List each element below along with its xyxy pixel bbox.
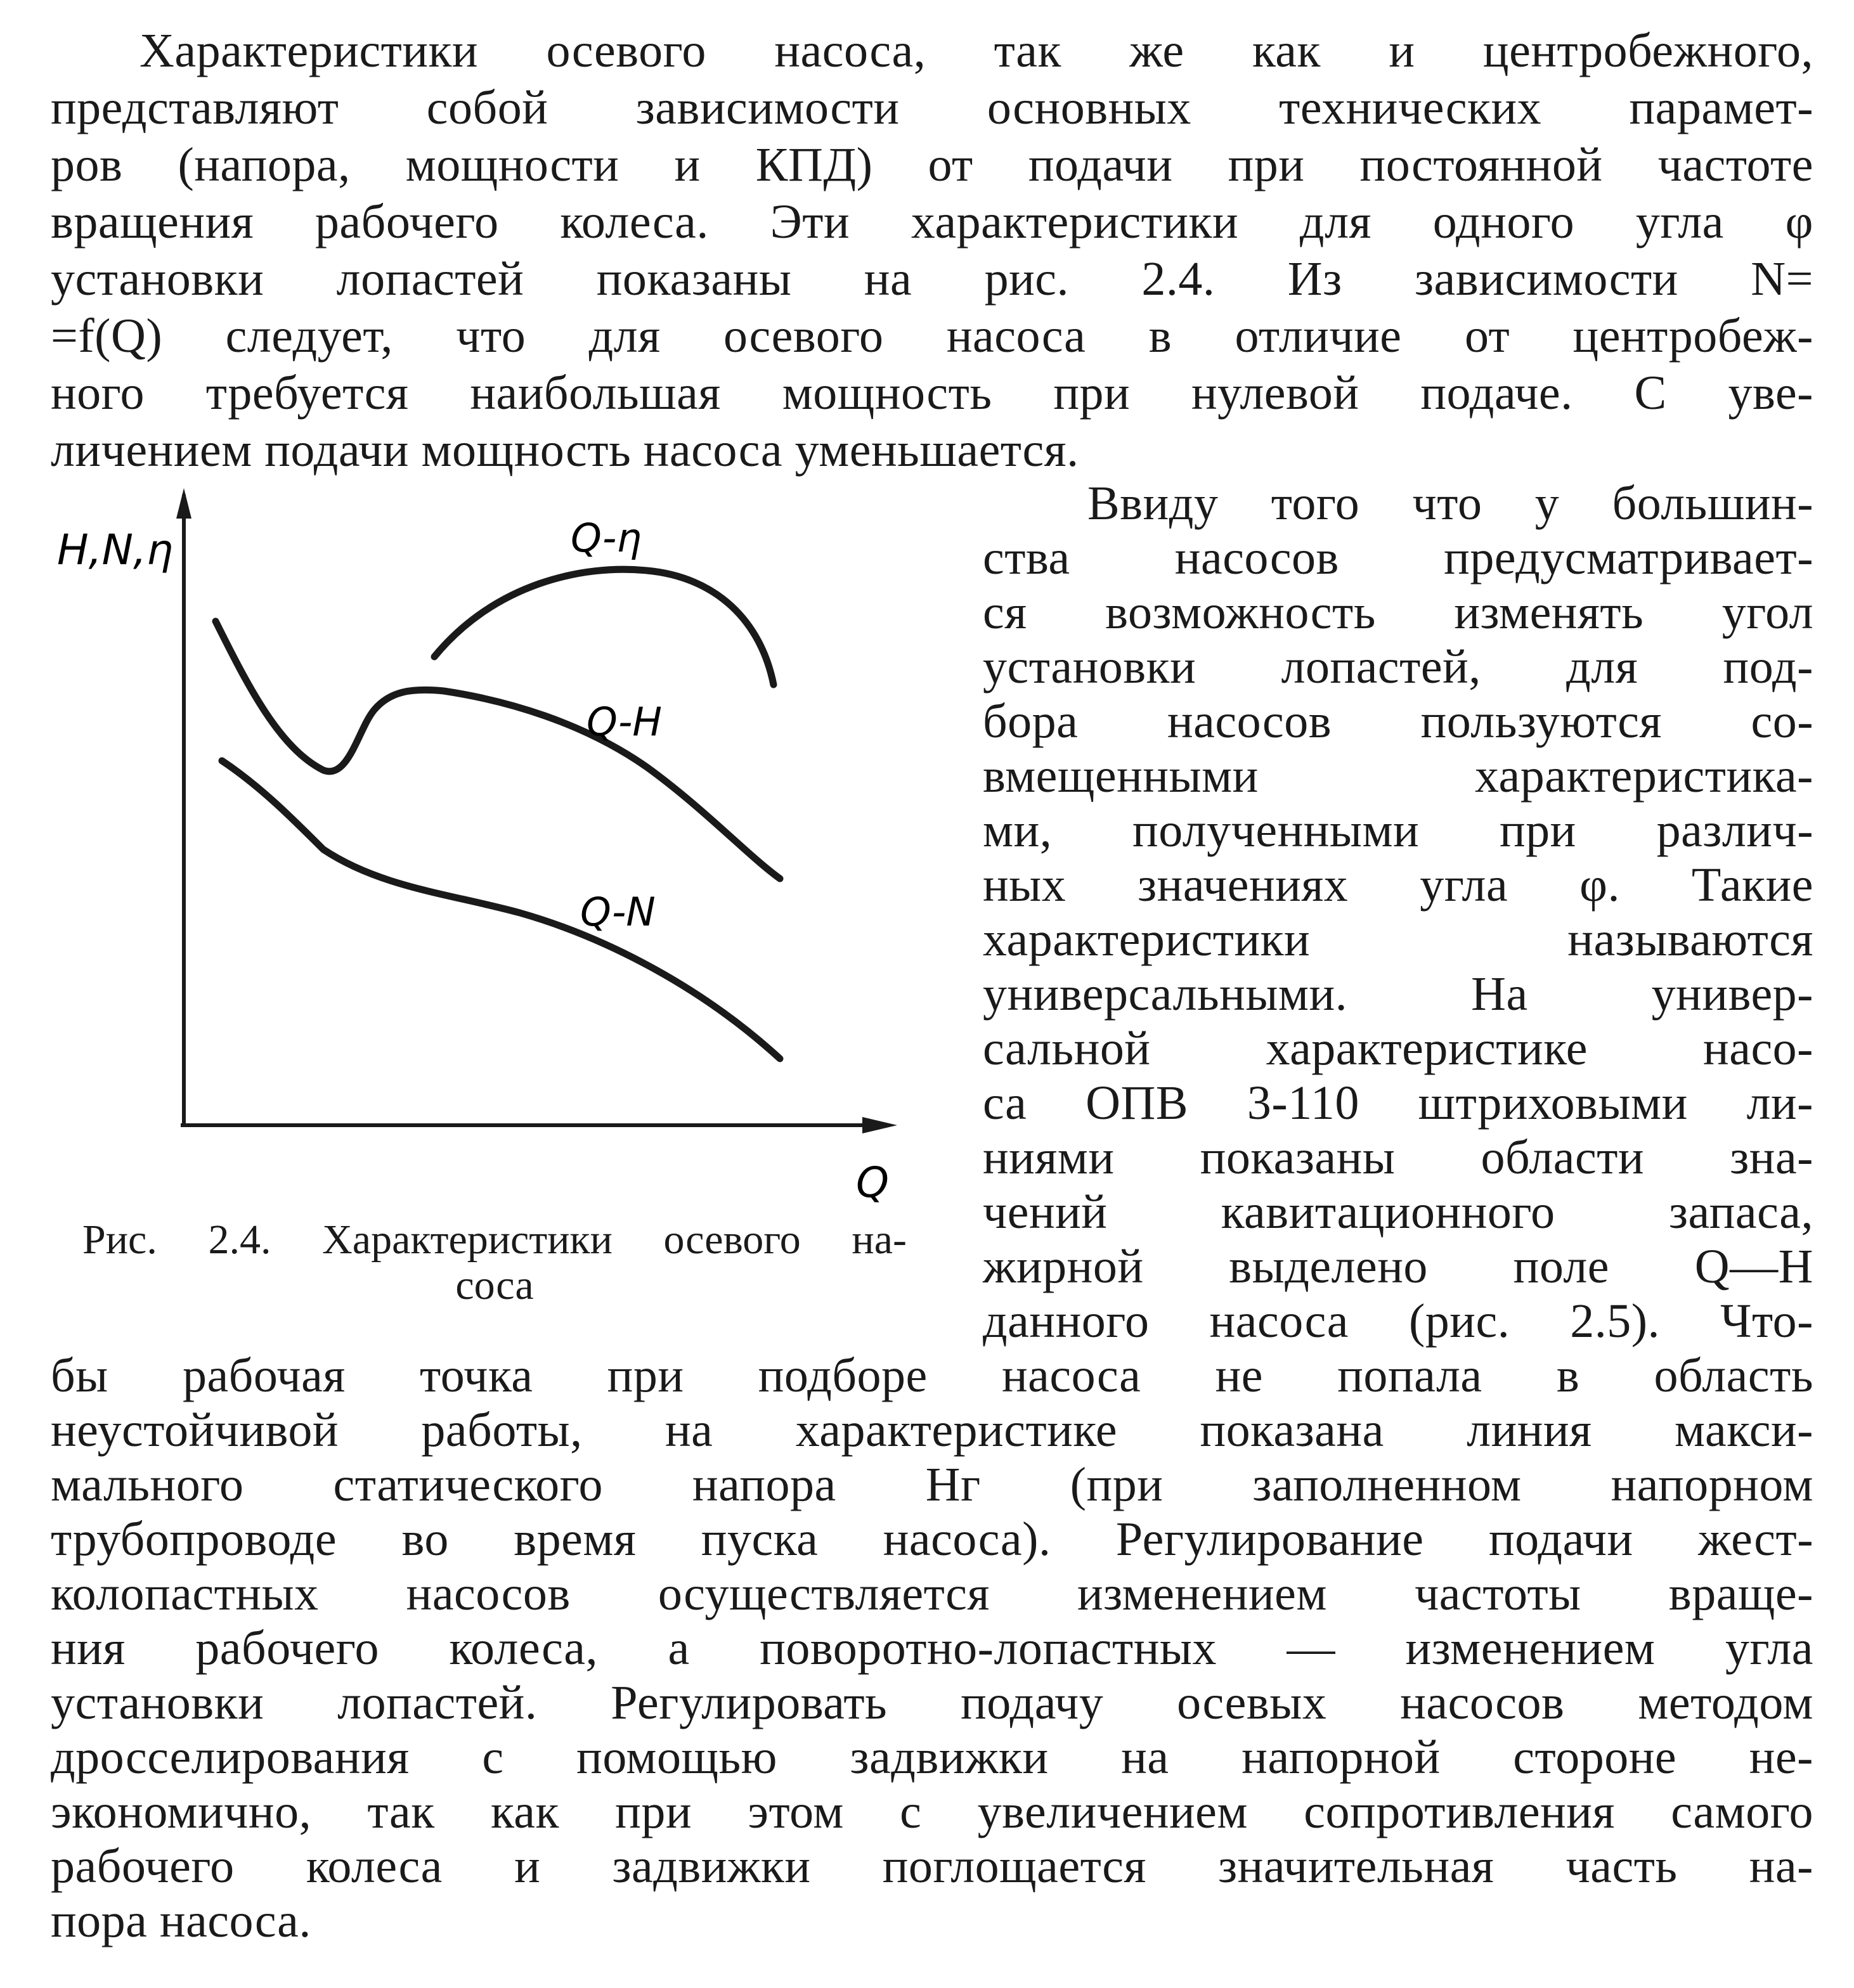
text-line: универсальными. На универ-	[983, 967, 1813, 1021]
text-line: установки лопастей. Регулировать подачу осевых насосов методом	[51, 1676, 1813, 1729]
text-line: Ввиду того что у большин-	[1087, 477, 1813, 530]
text-line: ства насосов предусматривает-	[983, 531, 1813, 584]
text-line: трубопроводе во время пуска насоса). Регулирование подачи жест-	[51, 1513, 1813, 1566]
text-line: ми, полученными при различ-	[983, 804, 1813, 857]
text-line: ных значениях угла φ. Такие	[983, 858, 1813, 912]
text-line: ся возможность изменять угол	[983, 586, 1813, 639]
text-line: ния рабочего колеса, а поворотно-лопастных — изменением угла	[51, 1622, 1813, 1675]
q-h-label: Q-H	[587, 699, 662, 745]
text-line: данного насоса (рис. 2.5). Что-	[983, 1294, 1813, 1348]
text-line: рабочего колеса и задвижки поглощается значительная часть на-	[51, 1840, 1813, 1893]
text-line: вращения рабочего колеса. Эти характеристики для одного угла φ	[51, 195, 1813, 248]
text-line: ров (напора, мощности и КПД) от подачи при постоянной частоте	[51, 138, 1813, 191]
q-eta-curve	[434, 569, 774, 685]
text-line: бы рабочая точка при подборе насоса не попала в область	[51, 1349, 1813, 1402]
text-line: колопастных насосов осуществляется изменением частоты враще-	[51, 1567, 1813, 1620]
text-line: пора насоса.	[51, 1894, 311, 1947]
text-line: сальной характеристике насо-	[983, 1022, 1813, 1075]
text-line: характеристики называются	[983, 913, 1813, 966]
text-line: са ОПВ 3-110 штриховыми ли-	[983, 1076, 1813, 1130]
pump-characteristics-figure	[38, 482, 926, 1230]
figure-caption-continuation: соса	[455, 1262, 534, 1308]
text-line: дросселирования с помощью задвижки на напорной стороне не-	[51, 1731, 1813, 1784]
text-line: установки лопастей показаны на рис. 2.4. Из зависимости N=	[51, 252, 1813, 306]
text-line: ного требуется наибольшая мощность при нулевой подаче. С уве-	[51, 366, 1813, 420]
x-axis-label: Q	[856, 1158, 889, 1207]
text-line: представляют собой зависимости основных технических парамет-	[51, 81, 1813, 134]
y-axis-arrow	[176, 488, 191, 519]
q-eta-label: Q-η	[571, 515, 642, 561]
x-axis-arrow	[862, 1117, 897, 1133]
text-line: мального статического напора Hг (при заполненном напорном	[51, 1458, 1813, 1511]
text-line: вмещенными характеристика-	[983, 749, 1813, 803]
text-line: чений кавитационного запаса,	[983, 1185, 1813, 1239]
text-line: неустойчивой работы, на характеристике показана линия макси-	[51, 1404, 1813, 1457]
text-line: экономично, так как при этом с увеличением сопротивления самого	[51, 1785, 1813, 1838]
text-line: личением подачи мощность насоса уменьшается.	[51, 423, 1079, 477]
text-line: установки лопастей, для под-	[983, 640, 1813, 694]
q-n-label: Q-N	[580, 889, 656, 935]
q-h-curve	[216, 621, 780, 879]
text-line: Характеристики осевого насоса, так же как и центробежного,	[139, 24, 1813, 77]
text-line: ниями показаны области зна-	[983, 1131, 1813, 1184]
text-line: жирной выделено поле Q—H	[983, 1240, 1813, 1293]
y-axis-label: H,N,η	[57, 526, 173, 574]
figure-caption: Рис. 2.4. Характеристики осевого на-	[82, 1217, 907, 1263]
text-line: =f(Q) следует, что для осевого насоса в отличие от центробеж-	[51, 309, 1813, 363]
text-line: бора насосов пользуются со-	[983, 695, 1813, 748]
